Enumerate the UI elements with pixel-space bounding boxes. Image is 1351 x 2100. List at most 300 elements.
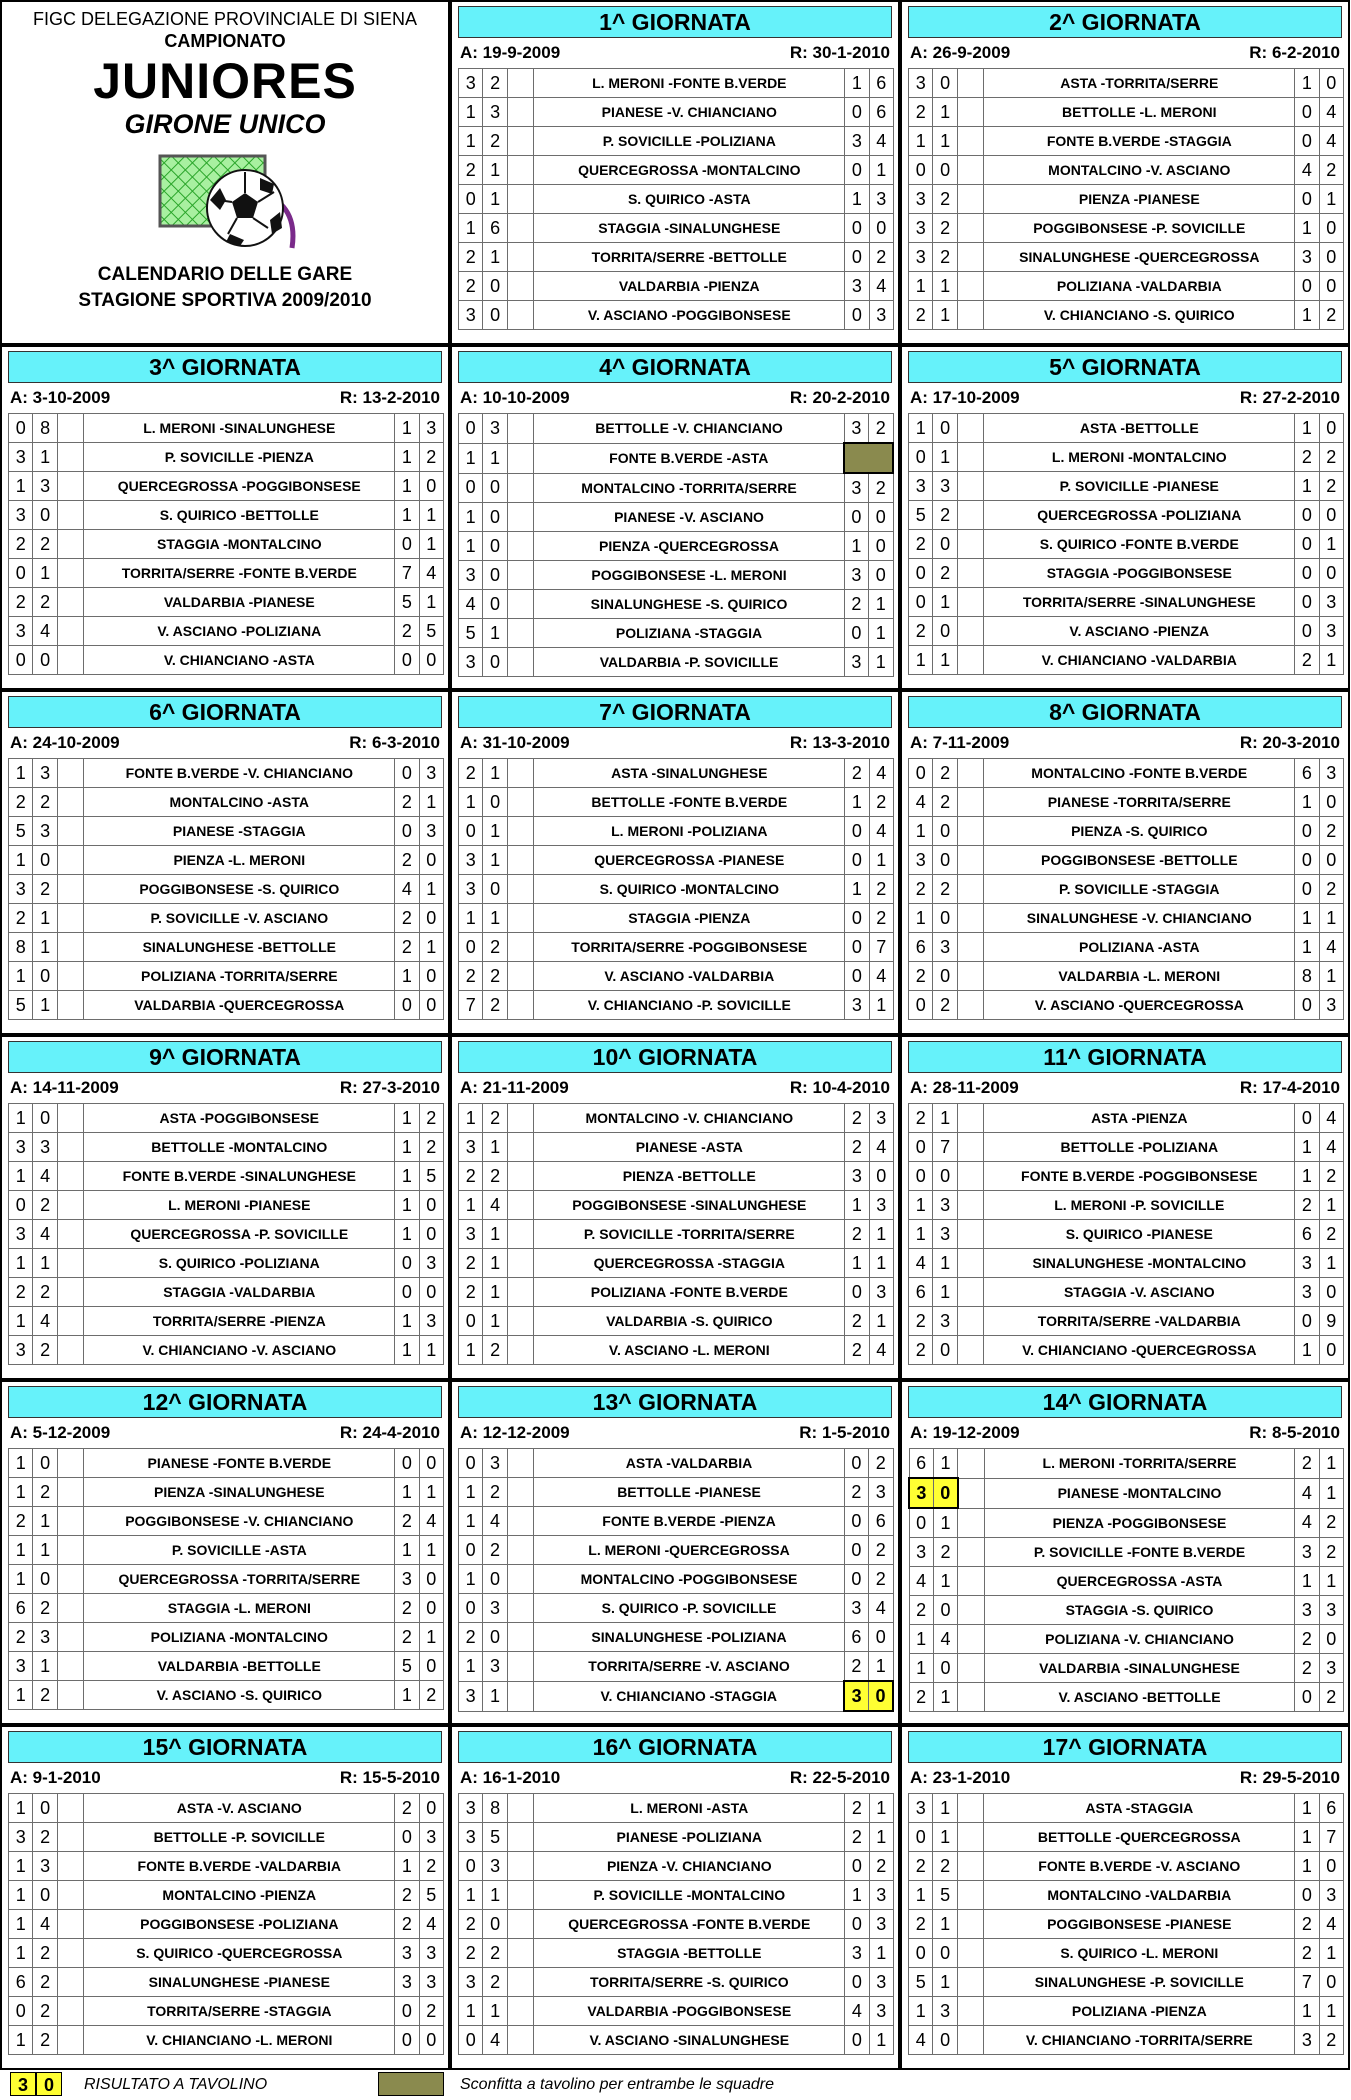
andata-home-score: 1 — [459, 443, 483, 473]
spacer-cell — [507, 473, 534, 503]
andata-away-score: 2 — [33, 875, 57, 904]
ritorno-away-score: 2 — [869, 1536, 893, 1565]
match-teams: PIENZA -S. QUIRICO — [984, 817, 1295, 846]
match-teams: POLIZIANA -FONTE B.VERDE — [534, 1278, 845, 1307]
spacer-cell — [57, 501, 84, 530]
andata-away-score: 0 — [483, 532, 507, 561]
match-teams: TORRITA/SERRE -POGGIBONSESE — [534, 933, 845, 962]
ritorno-home-score: 1 — [845, 185, 869, 214]
andata-away-score: 2 — [33, 1968, 57, 1997]
ritorno-date: R: 29-5-2010 — [1239, 1768, 1340, 1787]
andata-away-score: 0 — [483, 1623, 507, 1652]
andata-home-score: 0 — [909, 443, 933, 472]
spacer-cell — [958, 1449, 985, 1479]
ritorno-away-score: 0 — [419, 1794, 443, 1823]
spacer-cell — [957, 98, 984, 127]
andata-date: A: 5-12-2009 — [10, 1423, 111, 1442]
match-teams: V. ASCIANO -PIENZA — [984, 617, 1295, 646]
andata-away-score: 2 — [33, 1997, 57, 2026]
spacer-cell — [507, 2026, 534, 2055]
ritorno-away-score: 1 — [419, 1536, 443, 1565]
spacer-cell — [57, 1594, 84, 1623]
andata-away-score: 1 — [33, 1652, 57, 1681]
andata-home-score: 1 — [909, 1625, 933, 1654]
match-teams: MONTALCINO -VALDARBIA — [984, 1881, 1295, 1910]
giornata-card — [900, 1035, 1350, 1380]
match-teams: MONTALCINO -FONTE B.VERDE — [984, 759, 1295, 788]
match-row — [909, 1910, 1344, 1939]
andata-home-score: 6 — [909, 1278, 933, 1307]
spacer-cell — [957, 1997, 984, 2026]
match-teams: BETTOLLE -P. SOVICILLE — [84, 1823, 395, 1852]
match-row — [9, 933, 444, 962]
ritorno-away-score: 0 — [419, 1191, 443, 1220]
andata-away-score: 3 — [33, 1623, 57, 1652]
ritorno-away-score: 4 — [869, 817, 893, 846]
ritorno-home-score: 5 — [395, 588, 419, 617]
giornata-title: 5^ GIORNATA — [908, 351, 1342, 383]
ritorno-date: R: 17-4-2010 — [1239, 1078, 1340, 1097]
andata-away-score: 1 — [483, 904, 507, 933]
match-row — [909, 1336, 1344, 1365]
andata-away-score: 3 — [483, 1449, 507, 1478]
legend-score-home: 3 — [10, 2072, 36, 2096]
match-teams: P. SOVICILLE -ASTA — [84, 1536, 395, 1565]
match-teams: S. QUIRICO -MONTALCINO — [534, 875, 845, 904]
match-teams: FONTE B.VERDE -V. ASCIANO — [984, 1852, 1295, 1881]
andata-home-score: 0 — [459, 933, 483, 962]
andata-home-score: 1 — [9, 1794, 33, 1823]
spacer-cell — [957, 962, 984, 991]
match-row — [459, 127, 894, 156]
andata-date: A: 23-1-2010 — [910, 1768, 1011, 1787]
match-teams: PIANESE -ASTA — [534, 1133, 845, 1162]
ritorno-away-score: 3 — [869, 1968, 893, 1997]
andata-home-score: 1 — [909, 272, 933, 301]
matches-table — [8, 758, 444, 1020]
andata-date: A: 19-12-2009 — [910, 1423, 1020, 1442]
match-row — [909, 414, 1344, 443]
andata-away-score: 2 — [33, 1191, 57, 1220]
ritorno-away-score: 2 — [1319, 1508, 1343, 1538]
match-row — [459, 1652, 894, 1682]
ritorno-date: R: 13-2-2010 — [339, 388, 440, 407]
andata-away-score: 1 — [33, 1249, 57, 1278]
match-row — [9, 1594, 444, 1623]
andata-date: A: 17-10-2009 — [910, 388, 1020, 407]
ritorno-away-score: 1 — [1319, 1449, 1343, 1479]
match-teams: VALDARBIA -S. QUIRICO — [534, 1307, 845, 1336]
match-teams: PIENZA -POGGIBONSESE — [984, 1508, 1294, 1538]
giornata-title: 16^ GIORNATA — [458, 1731, 892, 1763]
ritorno-away-score: 1 — [869, 1652, 893, 1682]
match-teams: TORRITA/SERRE -VALDARBIA — [984, 1307, 1295, 1336]
ritorno-date: R: 8-5-2010 — [1249, 1423, 1340, 1442]
match-teams: ASTA -VALDARBIA — [534, 1449, 844, 1478]
ritorno-home-score: 3 — [1295, 243, 1319, 272]
ritorno-away-score: 3 — [869, 1104, 893, 1133]
ritorno-home-score: 0 — [845, 1278, 869, 1307]
andata-home-score: 1 — [9, 1162, 33, 1191]
spacer-cell — [957, 301, 984, 330]
match-row — [459, 1507, 894, 1536]
ritorno-home-score: 0 — [1295, 185, 1319, 214]
ritorno-away-score: 3 — [1319, 1654, 1343, 1683]
header-panel — [0, 0, 450, 345]
andata-away-score: 6 — [483, 214, 507, 243]
ritorno-away-score: 4 — [1319, 1133, 1343, 1162]
ritorno-away-score: 2 — [869, 875, 893, 904]
match-teams: S. QUIRICO -P. SOVICILLE — [534, 1594, 844, 1623]
spacer-cell — [957, 272, 984, 301]
andata-date: A: 3-10-2009 — [10, 388, 111, 407]
ritorno-home-score: 0 — [395, 1823, 419, 1852]
andata-home-score: 1 — [459, 1336, 483, 1365]
andata-away-score: 2 — [933, 1538, 957, 1567]
match-teams: P. SOVICILLE -MONTALCINO — [534, 1881, 845, 1910]
ritorno-home-score: 1 — [1295, 933, 1319, 962]
ritorno-home-score: 1 — [395, 501, 419, 530]
ritorno-away-score: 3 — [1319, 1881, 1343, 1910]
ritorno-home-score: 3 — [1295, 1538, 1319, 1567]
andata-away-score: 1 — [933, 1823, 957, 1852]
andata-date: A: 19-9-2009 — [460, 43, 561, 62]
match-teams: ASTA -STAGGIA — [984, 1794, 1295, 1823]
spacer-cell — [958, 1625, 985, 1654]
match-row — [9, 1565, 444, 1594]
match-row — [459, 1852, 894, 1881]
match-row — [459, 243, 894, 272]
ritorno-away-score: 1 — [869, 1307, 893, 1336]
match-row — [459, 590, 894, 619]
ritorno-away-score: 2 — [1319, 443, 1343, 472]
match-row — [459, 759, 894, 788]
andata-home-score: 3 — [909, 214, 933, 243]
match-teams: POGGIBONSESE -SINALUNGHESE — [534, 1191, 845, 1220]
andata-home-score: 3 — [459, 1794, 483, 1823]
andata-home-score: 0 — [909, 1508, 933, 1538]
ritorno-home-score: 1 — [395, 443, 419, 472]
spacer-cell — [507, 243, 534, 272]
match-teams: POGGIBONSESE -V. CHIANCIANO — [84, 1507, 395, 1536]
ritorno-home-score: 0 — [845, 933, 869, 962]
match-row — [909, 991, 1344, 1020]
andata-home-score: 1 — [9, 1910, 33, 1939]
andata-home-score: 0 — [459, 817, 483, 846]
andata-home-score: 2 — [459, 1278, 483, 1307]
andata-home-score: 3 — [9, 1220, 33, 1249]
match-row — [9, 1133, 444, 1162]
andata-home-score: 2 — [909, 1910, 933, 1939]
andata-away-score: 2 — [33, 1336, 57, 1365]
andata-away-score: 0 — [483, 788, 507, 817]
ritorno-home-score: 3 — [844, 1681, 868, 1711]
andata-away-score: 1 — [33, 933, 57, 962]
giornata-title: 12^ GIORNATA — [8, 1386, 442, 1418]
andata-home-score: 2 — [459, 962, 483, 991]
andata-home-score: 3 — [909, 1794, 933, 1823]
andata-home-score: 0 — [459, 1852, 483, 1881]
ritorno-away-score: 2 — [869, 1449, 893, 1478]
match-teams: FONTE B.VERDE -POGGIBONSESE — [984, 1162, 1295, 1191]
andata-home-score: 0 — [9, 414, 33, 443]
andata-home-score: 0 — [909, 759, 933, 788]
spacer-cell — [507, 1565, 534, 1594]
andata-home-score: 0 — [9, 559, 33, 588]
ritorno-home-score: 3 — [845, 1939, 869, 1968]
andata-date: A: 21-11-2009 — [460, 1078, 569, 1097]
legend-both-forfeit-text: Sconfitta a tavolino per entrambe le squadre — [460, 2076, 774, 2093]
giornata-card — [900, 345, 1350, 690]
match-teams: S. QUIRICO -BETTOLLE — [84, 501, 395, 530]
match-row — [909, 817, 1344, 846]
match-row — [9, 1104, 444, 1133]
ritorno-date: R: 24-4-2010 — [339, 1423, 440, 1442]
ritorno-home-score: 3 — [844, 473, 868, 503]
spacer-cell — [57, 991, 84, 1020]
ritorno-away-score: 3 — [869, 1278, 893, 1307]
giornata-card — [450, 0, 900, 345]
match-teams: MONTALCINO -TORRITA/SERRE — [534, 473, 844, 503]
ritorno-away-score: 3 — [1319, 991, 1343, 1020]
andata-home-score: 1 — [909, 1997, 933, 2026]
spacer-cell — [507, 301, 534, 330]
ritorno-date: R: 1-5-2010 — [799, 1423, 890, 1442]
ritorno-home-score: 1 — [395, 1852, 419, 1881]
andata-away-score: 3 — [483, 414, 507, 444]
spacer-cell — [957, 559, 984, 588]
ritorno-away-score: 1 — [419, 1478, 443, 1507]
giornata-title: 9^ GIORNATA — [8, 1041, 442, 1073]
match-row — [9, 1910, 444, 1939]
andata-away-score: 2 — [933, 185, 957, 214]
both-forfeit-mark — [844, 443, 893, 473]
ritorno-home-score: 1 — [1295, 69, 1319, 98]
andata-home-score: 1 — [459, 1652, 483, 1682]
match-row — [9, 559, 444, 588]
match-teams: VALDARBIA -P. SOVICILLE — [534, 648, 844, 677]
ritorno-home-score: 0 — [1295, 617, 1319, 646]
ritorno-home-score: 0 — [395, 817, 419, 846]
giornata-card — [0, 1380, 450, 1725]
andata-home-score: 1 — [9, 1939, 33, 1968]
spacer-cell — [507, 1997, 534, 2026]
spacer-cell — [57, 1307, 84, 1336]
ritorno-home-score: 2 — [845, 1307, 869, 1336]
ritorno-away-score: 6 — [1319, 1794, 1343, 1823]
ritorno-away-score: 0 — [419, 1652, 443, 1681]
andata-away-score: 0 — [483, 561, 507, 590]
andata-home-score: 3 — [459, 875, 483, 904]
ritorno-home-score: 1 — [1295, 904, 1319, 933]
match-row — [459, 98, 894, 127]
ritorno-away-score: 4 — [1319, 98, 1343, 127]
match-teams: V. CHIANCIANO -TORRITA/SERRE — [984, 2026, 1295, 2055]
match-row — [459, 1968, 894, 1997]
spacer-cell — [957, 1191, 984, 1220]
ritorno-away-score: 3 — [869, 1910, 893, 1939]
ritorno-home-score: 1 — [845, 1191, 869, 1220]
ritorno-home-score: 2 — [844, 1652, 868, 1682]
match-row — [909, 1881, 1344, 1910]
match-row — [909, 443, 1344, 472]
spacer-cell — [507, 443, 534, 473]
ritorno-away-score: 1 — [419, 1336, 443, 1365]
andata-home-score: 1 — [9, 1249, 33, 1278]
andata-home-score: 1 — [9, 2026, 33, 2055]
andata-away-score: 3 — [933, 1191, 957, 1220]
goal-ball-logo — [150, 148, 300, 258]
spacer-cell — [507, 1968, 534, 1997]
spacer-cell — [507, 414, 534, 444]
andata-away-score: 1 — [933, 1278, 957, 1307]
andata-away-score: 8 — [483, 1794, 507, 1823]
ritorno-away-score: 2 — [1319, 1683, 1343, 1712]
spacer-cell — [507, 1910, 534, 1939]
match-teams: V. ASCIANO -QUERCEGROSSA — [984, 991, 1295, 1020]
ritorno-home-score: 4 — [1295, 156, 1319, 185]
ritorno-away-score: 2 — [1319, 301, 1343, 330]
spacer-cell — [507, 846, 534, 875]
giornata-title: 1^ GIORNATA — [458, 6, 892, 38]
match-row — [459, 875, 894, 904]
ritorno-home-score: 0 — [845, 1852, 869, 1881]
ritorno-home-score: 1 — [1295, 301, 1319, 330]
match-row — [9, 1220, 444, 1249]
match-row — [9, 1449, 444, 1478]
ritorno-away-score: 3 — [419, 1968, 443, 1997]
spacer-cell — [957, 1104, 984, 1133]
andata-away-score: 1 — [483, 817, 507, 846]
andata-home-score: 0 — [909, 1939, 933, 1968]
andata-away-score: 2 — [483, 127, 507, 156]
giornata-dates — [908, 1077, 1342, 1099]
andata-home-score: 0 — [909, 588, 933, 617]
andata-away-score: 1 — [483, 759, 507, 788]
andata-home-score: 3 — [459, 301, 483, 330]
andata-home-score: 1 — [909, 1881, 933, 1910]
match-teams: MONTALCINO -PIENZA — [84, 1881, 395, 1910]
andata-away-score: 3 — [933, 933, 957, 962]
ritorno-away-score: 0 — [1319, 1852, 1343, 1881]
spacer-cell — [957, 1249, 984, 1278]
ritorno-away-score: 0 — [419, 991, 443, 1020]
match-row — [459, 1336, 894, 1365]
match-row — [909, 1104, 1344, 1133]
match-row — [459, 503, 894, 532]
giornata-title: 11^ GIORNATA — [908, 1041, 1342, 1073]
spacer-cell — [57, 2026, 84, 2055]
ritorno-home-score: 1 — [1295, 788, 1319, 817]
andata-away-score: 0 — [933, 1654, 957, 1683]
andata-away-score: 4 — [33, 1220, 57, 1249]
ritorno-home-score: 0 — [845, 214, 869, 243]
andata-home-score: 3 — [909, 846, 933, 875]
match-row — [909, 1939, 1344, 1968]
spacer-cell — [507, 561, 534, 590]
match-row — [9, 1939, 444, 1968]
ritorno-date: R: 30-1-2010 — [789, 43, 890, 62]
season-label: STAGIONE SPORTIVA 2009/2010 — [78, 290, 372, 311]
match-row — [909, 1823, 1344, 1852]
ritorno-home-score: 0 — [1295, 1683, 1319, 1712]
match-row — [459, 156, 894, 185]
andata-home-score: 2 — [909, 962, 933, 991]
ritorno-home-score: 6 — [1295, 1220, 1319, 1249]
andata-away-score: 1 — [933, 1449, 957, 1479]
match-teams: POLIZIANA -MONTALCINO — [84, 1623, 395, 1652]
match-teams: POLIZIANA -STAGGIA — [534, 619, 844, 648]
andata-away-score: 1 — [933, 1683, 957, 1712]
match-teams: POGGIBONSESE -PIANESE — [984, 1910, 1295, 1939]
andata-home-score: 5 — [9, 817, 33, 846]
spacer-cell — [957, 1336, 984, 1365]
ritorno-away-score: 1 — [419, 1623, 443, 1652]
andata-away-score: 3 — [33, 472, 57, 501]
spacer-cell — [957, 646, 984, 675]
match-teams: SINALUNGHESE -V. CHIANCIANO — [984, 904, 1295, 933]
spacer-cell — [57, 1278, 84, 1307]
giornata-card — [900, 690, 1350, 1035]
andata-away-score: 3 — [933, 1307, 957, 1336]
ritorno-away-score: 2 — [419, 443, 443, 472]
ritorno-away-score: 1 — [1319, 1997, 1343, 2026]
ritorno-away-score: 0 — [419, 1278, 443, 1307]
andata-home-score: 1 — [9, 1881, 33, 1910]
ritorno-home-score: 3 — [844, 561, 868, 590]
match-row — [459, 301, 894, 330]
andata-away-score: 0 — [483, 503, 507, 532]
ritorno-away-score: 3 — [419, 1823, 443, 1852]
andata-home-score: 1 — [9, 1852, 33, 1881]
andata-away-score: 0 — [33, 1881, 57, 1910]
andata-away-score: 0 — [933, 1596, 957, 1625]
ritorno-away-score: 1 — [419, 501, 443, 530]
match-teams: MONTALCINO -ASTA — [84, 788, 395, 817]
andata-date: A: 7-11-2009 — [910, 733, 1010, 752]
andata-home-score: 0 — [459, 1307, 483, 1336]
giornata-dates — [8, 732, 442, 754]
ritorno-home-score: 0 — [1295, 1307, 1319, 1336]
andata-home-score: 3 — [9, 501, 33, 530]
match-row — [459, 1881, 894, 1910]
ritorno-home-score: 1 — [395, 1162, 419, 1191]
ritorno-home-score: 0 — [395, 646, 419, 675]
matches-table — [908, 1793, 1344, 2055]
ritorno-away-score: 1 — [869, 1794, 893, 1823]
ritorno-away-score: 1 — [1319, 1478, 1343, 1508]
spacer-cell — [57, 1191, 84, 1220]
spacer-cell — [957, 1910, 984, 1939]
ritorno-away-score: 0 — [869, 1681, 893, 1711]
andata-home-score: 1 — [909, 1654, 933, 1683]
andata-date: A: 28-11-2009 — [910, 1078, 1019, 1097]
spacer-cell — [507, 503, 534, 532]
andata-away-score: 2 — [933, 875, 957, 904]
spacer-cell — [957, 617, 984, 646]
spacer-cell — [957, 185, 984, 214]
spacer-cell — [507, 1794, 534, 1823]
giornata-title: 13^ GIORNATA — [458, 1386, 892, 1418]
match-row — [459, 1449, 894, 1478]
ritorno-home-score: 2 — [395, 1910, 419, 1939]
match-teams: QUERCEGROSSA -ASTA — [984, 1567, 1294, 1596]
ritorno-home-score: 0 — [1295, 846, 1319, 875]
andata-away-score: 0 — [933, 156, 957, 185]
ritorno-home-score: 3 — [845, 272, 869, 301]
match-teams: QUERCEGROSSA -FONTE B.VERDE — [534, 1910, 845, 1939]
andata-home-score: 1 — [909, 817, 933, 846]
